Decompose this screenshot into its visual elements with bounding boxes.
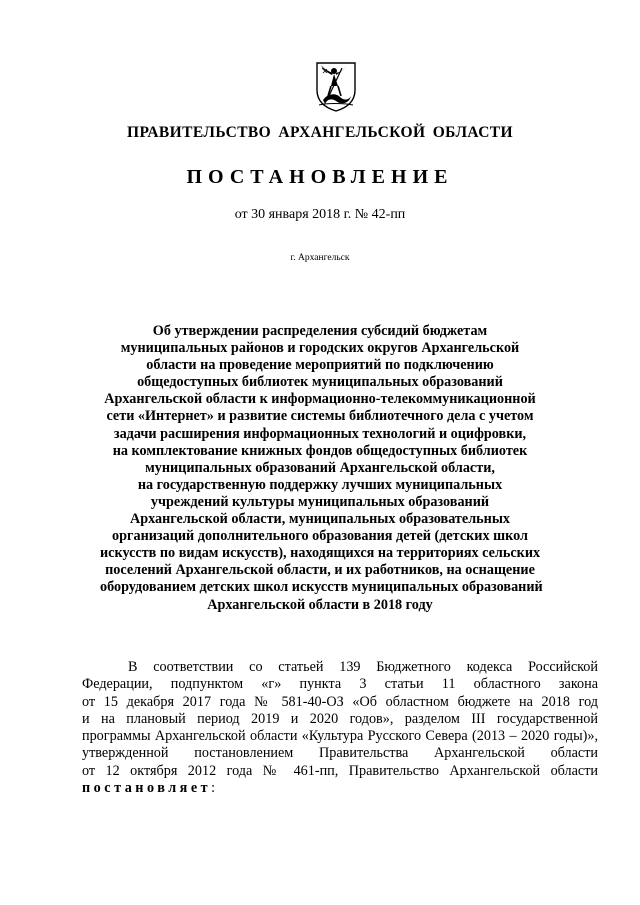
heading-line: Архангельской области к информационно-телекоммуникационной [104, 391, 536, 408]
heading-line: организаций дополнительного образования детей (детских школ [112, 528, 528, 545]
heading-line: оборудованием детских школ искусств муниципальных образований [100, 579, 543, 596]
heading-line: Об утверждении распределения субсидий бюджетам [152, 323, 488, 339]
body-line: В соответствии со статьей 139 Бюджетного кодекса Российской [128, 659, 598, 675]
heading-line: сети «Интернет» и развитие системы библиотечного дела с учетом [106, 408, 534, 425]
document-city: г. Архангельск [290, 253, 350, 263]
body-line: от 15 декабря 2017 года № 581-40-ОЗ «Об областном бюджете на 2018 год [82, 693, 598, 710]
resolves-colon: : [211, 780, 216, 797]
heading-line: на государственную поддержку лучших муниципальных [137, 476, 503, 493]
heading-line: учреждений культуры муниципальных образований [150, 493, 490, 510]
document-heading [100, 323, 543, 614]
government-title: ПРАВИТЕЛЬСТВО АРХАНГЕЛЬСКОЙ ОБЛАСТИ [126, 124, 513, 141]
heading-line: поселений Архангельской области, и их работников, на оснащение [105, 562, 535, 579]
document-body [82, 659, 598, 797]
body-line: Федерации, подпунктом «г» пункта 3 статьи 11 областного закона [82, 676, 598, 693]
body-line: программы Архангельской области «Культура Русского Севера (2013 – 2020 годы)», [82, 728, 598, 745]
coat-of-arms-icon [314, 60, 358, 112]
heading-line: муниципальных образований Архангельской области, [145, 459, 495, 476]
resolves-word: постановляет [82, 780, 212, 797]
body-line: от 12 октября 2012 года № 461-пп, Правительство Архангельской области [82, 762, 598, 779]
heading-line: общедоступных библиотек муниципальных образований [137, 374, 503, 391]
body-line-resolves [82, 780, 598, 797]
heading-line: задачи расширения информационных технологий и оцифровки, [113, 425, 527, 442]
heading-line: искусств по видам искусств), находящихся на территориях сельских [100, 545, 541, 562]
body-line: утвержденной постановлением Правительства Архангельской области [82, 745, 598, 762]
heading-line: Архангельской области в 2018 году [207, 596, 433, 613]
document-date-number: от 30 января 2018 г. № 42-пп [234, 207, 406, 222]
document-type: ПОСТАНОВЛЕНИЕ [186, 166, 454, 188]
heading-line: на комплектование книжных фондов общедоступных библиотек [112, 442, 528, 459]
heading-line: области на проведение мероприятий по подключению [146, 357, 494, 374]
body-line: и на плановый период 2019 и 2020 годов», разделом III государственной [82, 710, 598, 727]
heading-line: Архангельской области, муниципальных образовательных [129, 511, 511, 528]
heading-line: муниципальных районов и городских округов Архангельской [120, 340, 520, 357]
